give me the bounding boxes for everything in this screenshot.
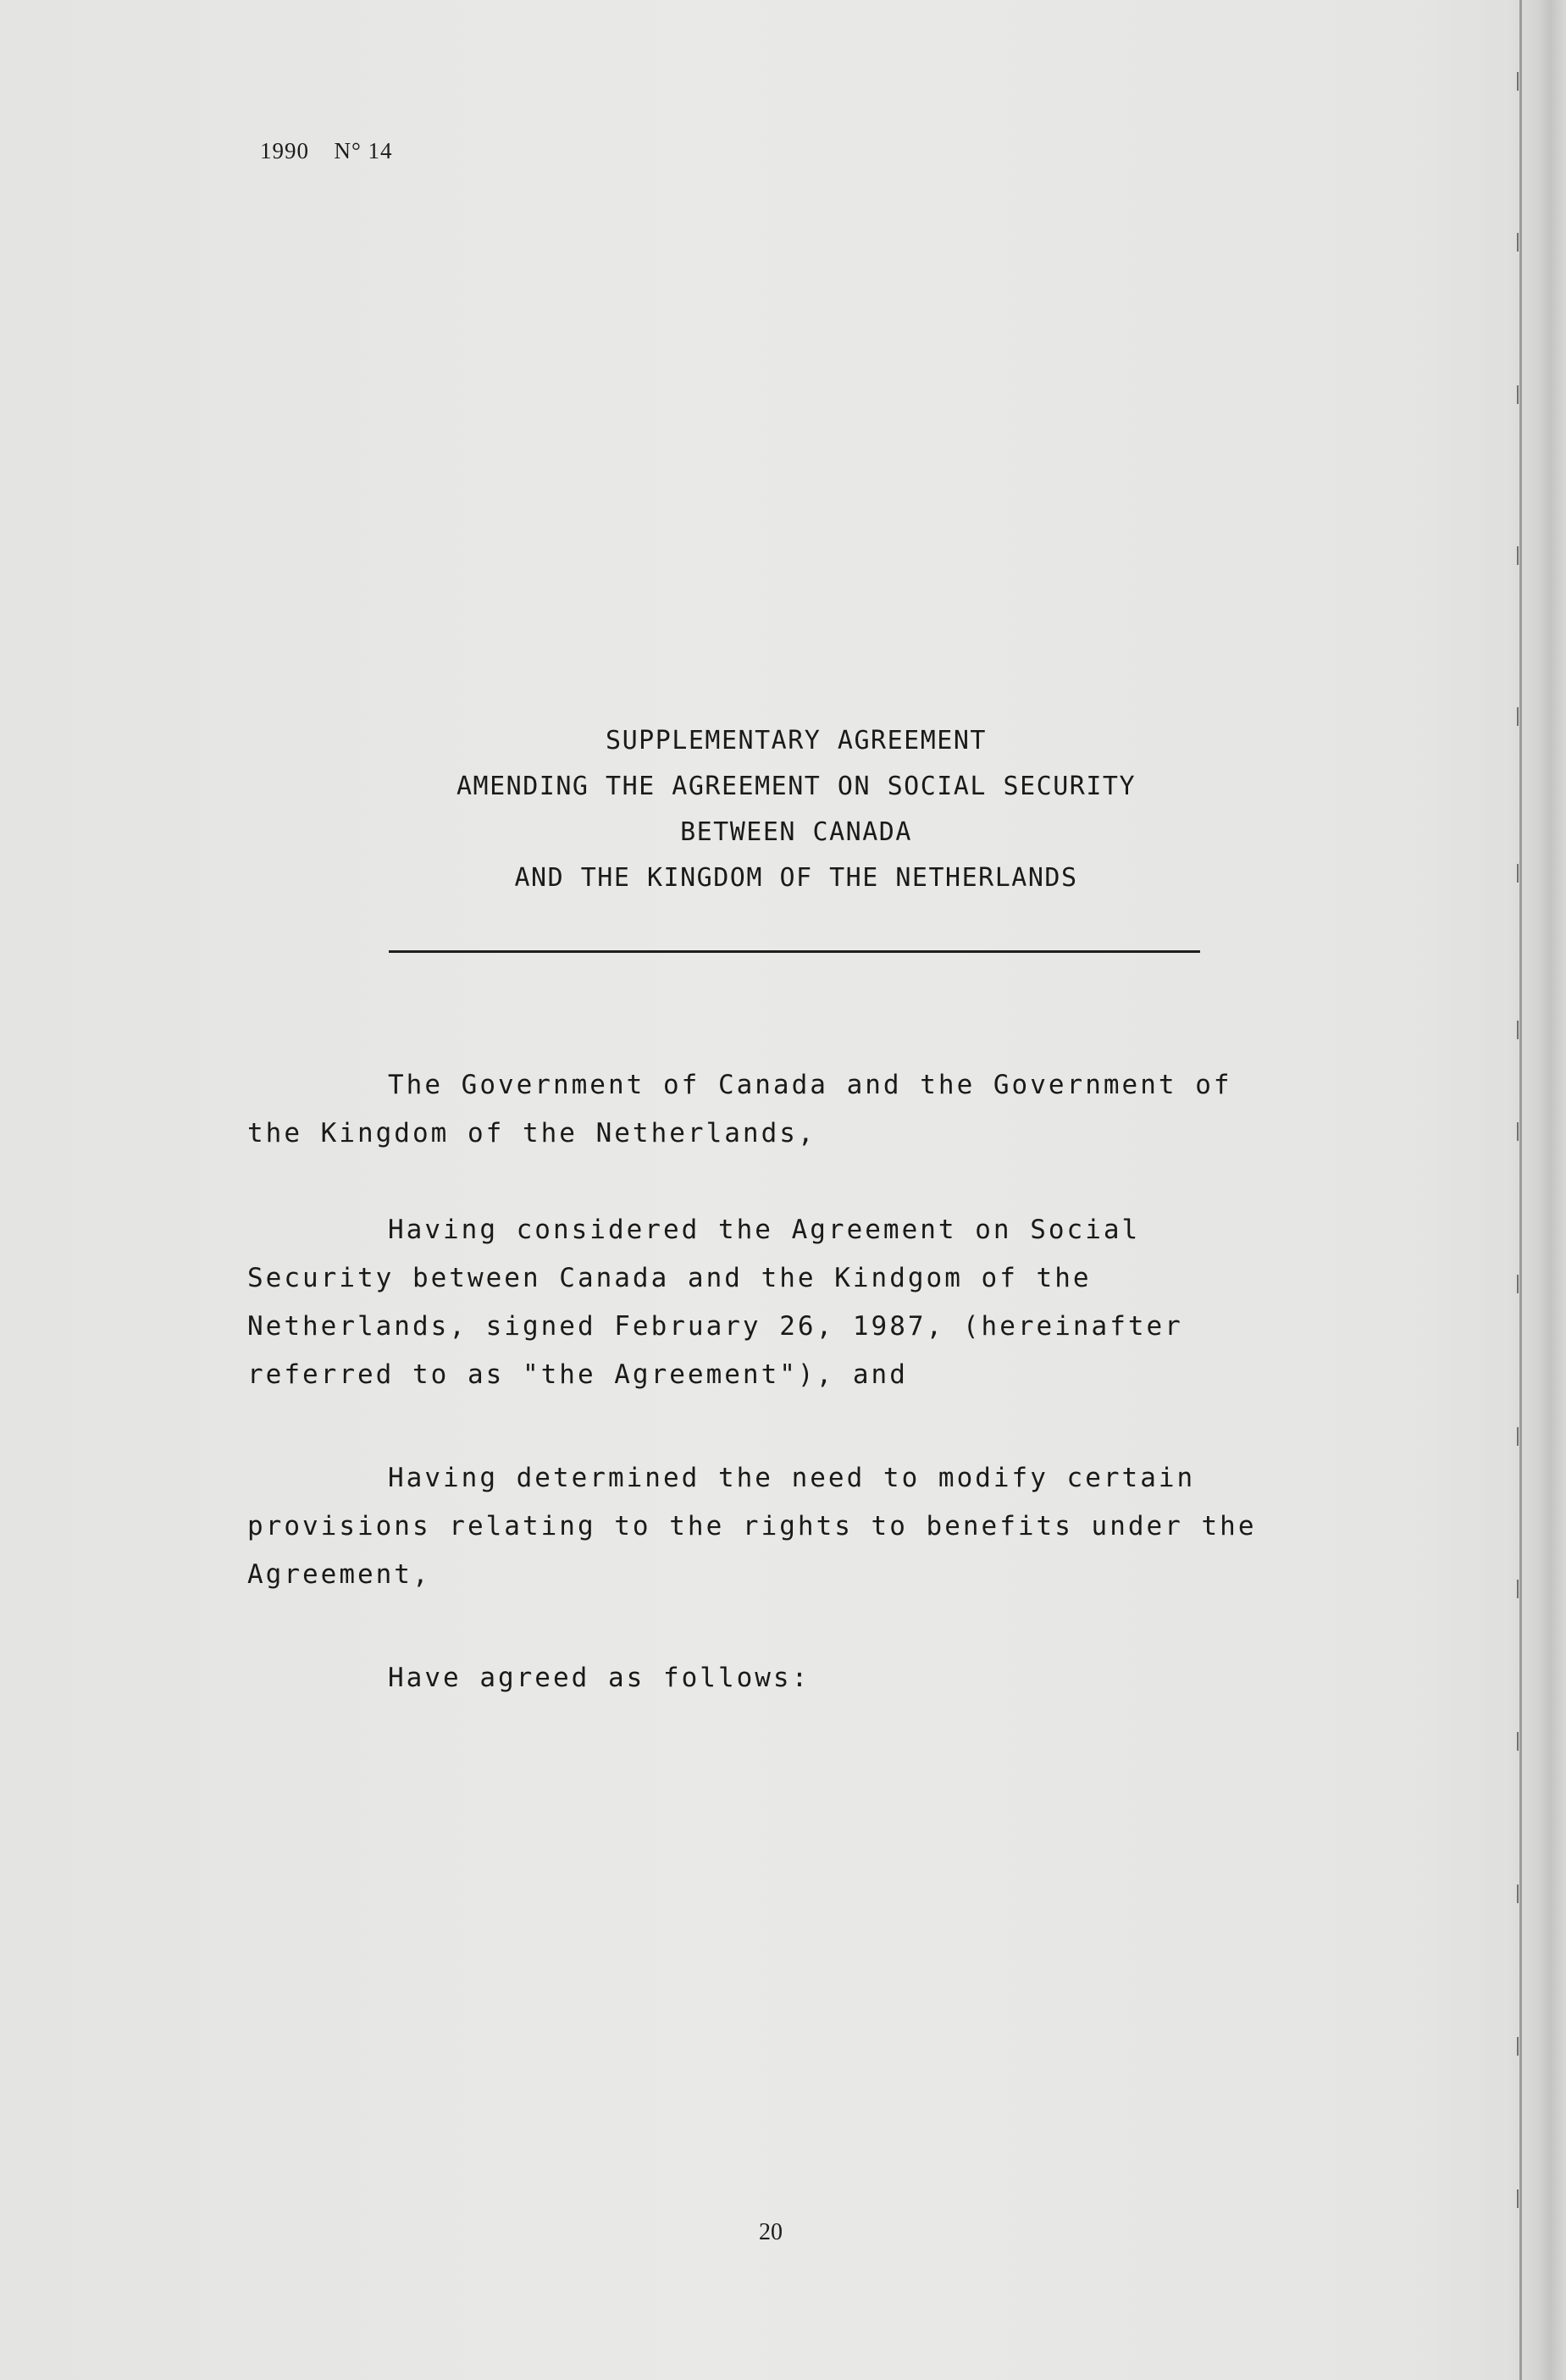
binding-stitch	[1517, 707, 1526, 726]
binding-stitch	[1517, 1580, 1526, 1598]
paragraph-line: referred to as "the Agreement"), and	[247, 1359, 908, 1390]
binding-edge	[1503, 0, 1566, 2380]
agreed-paragraph	[247, 1654, 1348, 1702]
document-title	[254, 718, 1338, 901]
binding-stitch	[1517, 385, 1526, 404]
paragraph-line: Having determined the need to modify certain	[388, 1463, 1196, 1493]
page-header	[260, 138, 393, 164]
binding-stitch	[1517, 233, 1526, 252]
determined-paragraph	[247, 1454, 1348, 1599]
paragraph-line: The Government of Canada and the Government of	[388, 1070, 1232, 1100]
binding-stitch	[1517, 1885, 1526, 1903]
binding-stitch	[1517, 864, 1526, 883]
binding-stitch	[1517, 1122, 1526, 1141]
paragraph-line: Netherlands, signed February 26, 1987, (hereinafter	[247, 1311, 1183, 1342]
title-line: SUPPLEMENTARY AGREEMENT	[606, 726, 987, 756]
binding-fold-line	[1519, 0, 1522, 2380]
paragraph-line: Having considered the Agreement on Social	[388, 1215, 1141, 1245]
title-line: BETWEEN CANADA	[680, 817, 912, 847]
binding-stitch	[1517, 546, 1526, 565]
title-line: AMENDING THE AGREEMENT ON SOCIAL SECURITY	[456, 772, 1137, 801]
binding-stitch	[1517, 1427, 1526, 1446]
preamble-paragraph	[247, 1061, 1348, 1158]
page-number: 20	[759, 2219, 783, 2245]
paragraph-line: provisions relating to the rights to benefits under the	[247, 1511, 1257, 1541]
considered-paragraph	[247, 1206, 1348, 1399]
binding-stitch	[1517, 1275, 1526, 1293]
header-year: 1990	[260, 138, 309, 163]
binding-stitch	[1517, 2189, 1526, 2208]
title-divider	[389, 950, 1200, 953]
header-number: N° 14	[334, 138, 393, 163]
title-line: AND THE KINGDOM OF THE NETHERLANDS	[514, 863, 1078, 893]
paragraph-line: Security between Canada and the Kindgom of the	[247, 1263, 1092, 1293]
binding-stitch	[1517, 1732, 1526, 1751]
paragraph-line: Agreement,	[247, 1559, 431, 1590]
paragraph-line: the Kingdom of the Netherlands,	[247, 1118, 816, 1148]
paragraph-line: Have agreed as follows:	[388, 1663, 811, 1693]
binding-stitch	[1517, 2037, 1526, 2056]
binding-stitch	[1517, 72, 1526, 91]
binding-stitch	[1517, 1021, 1526, 1039]
